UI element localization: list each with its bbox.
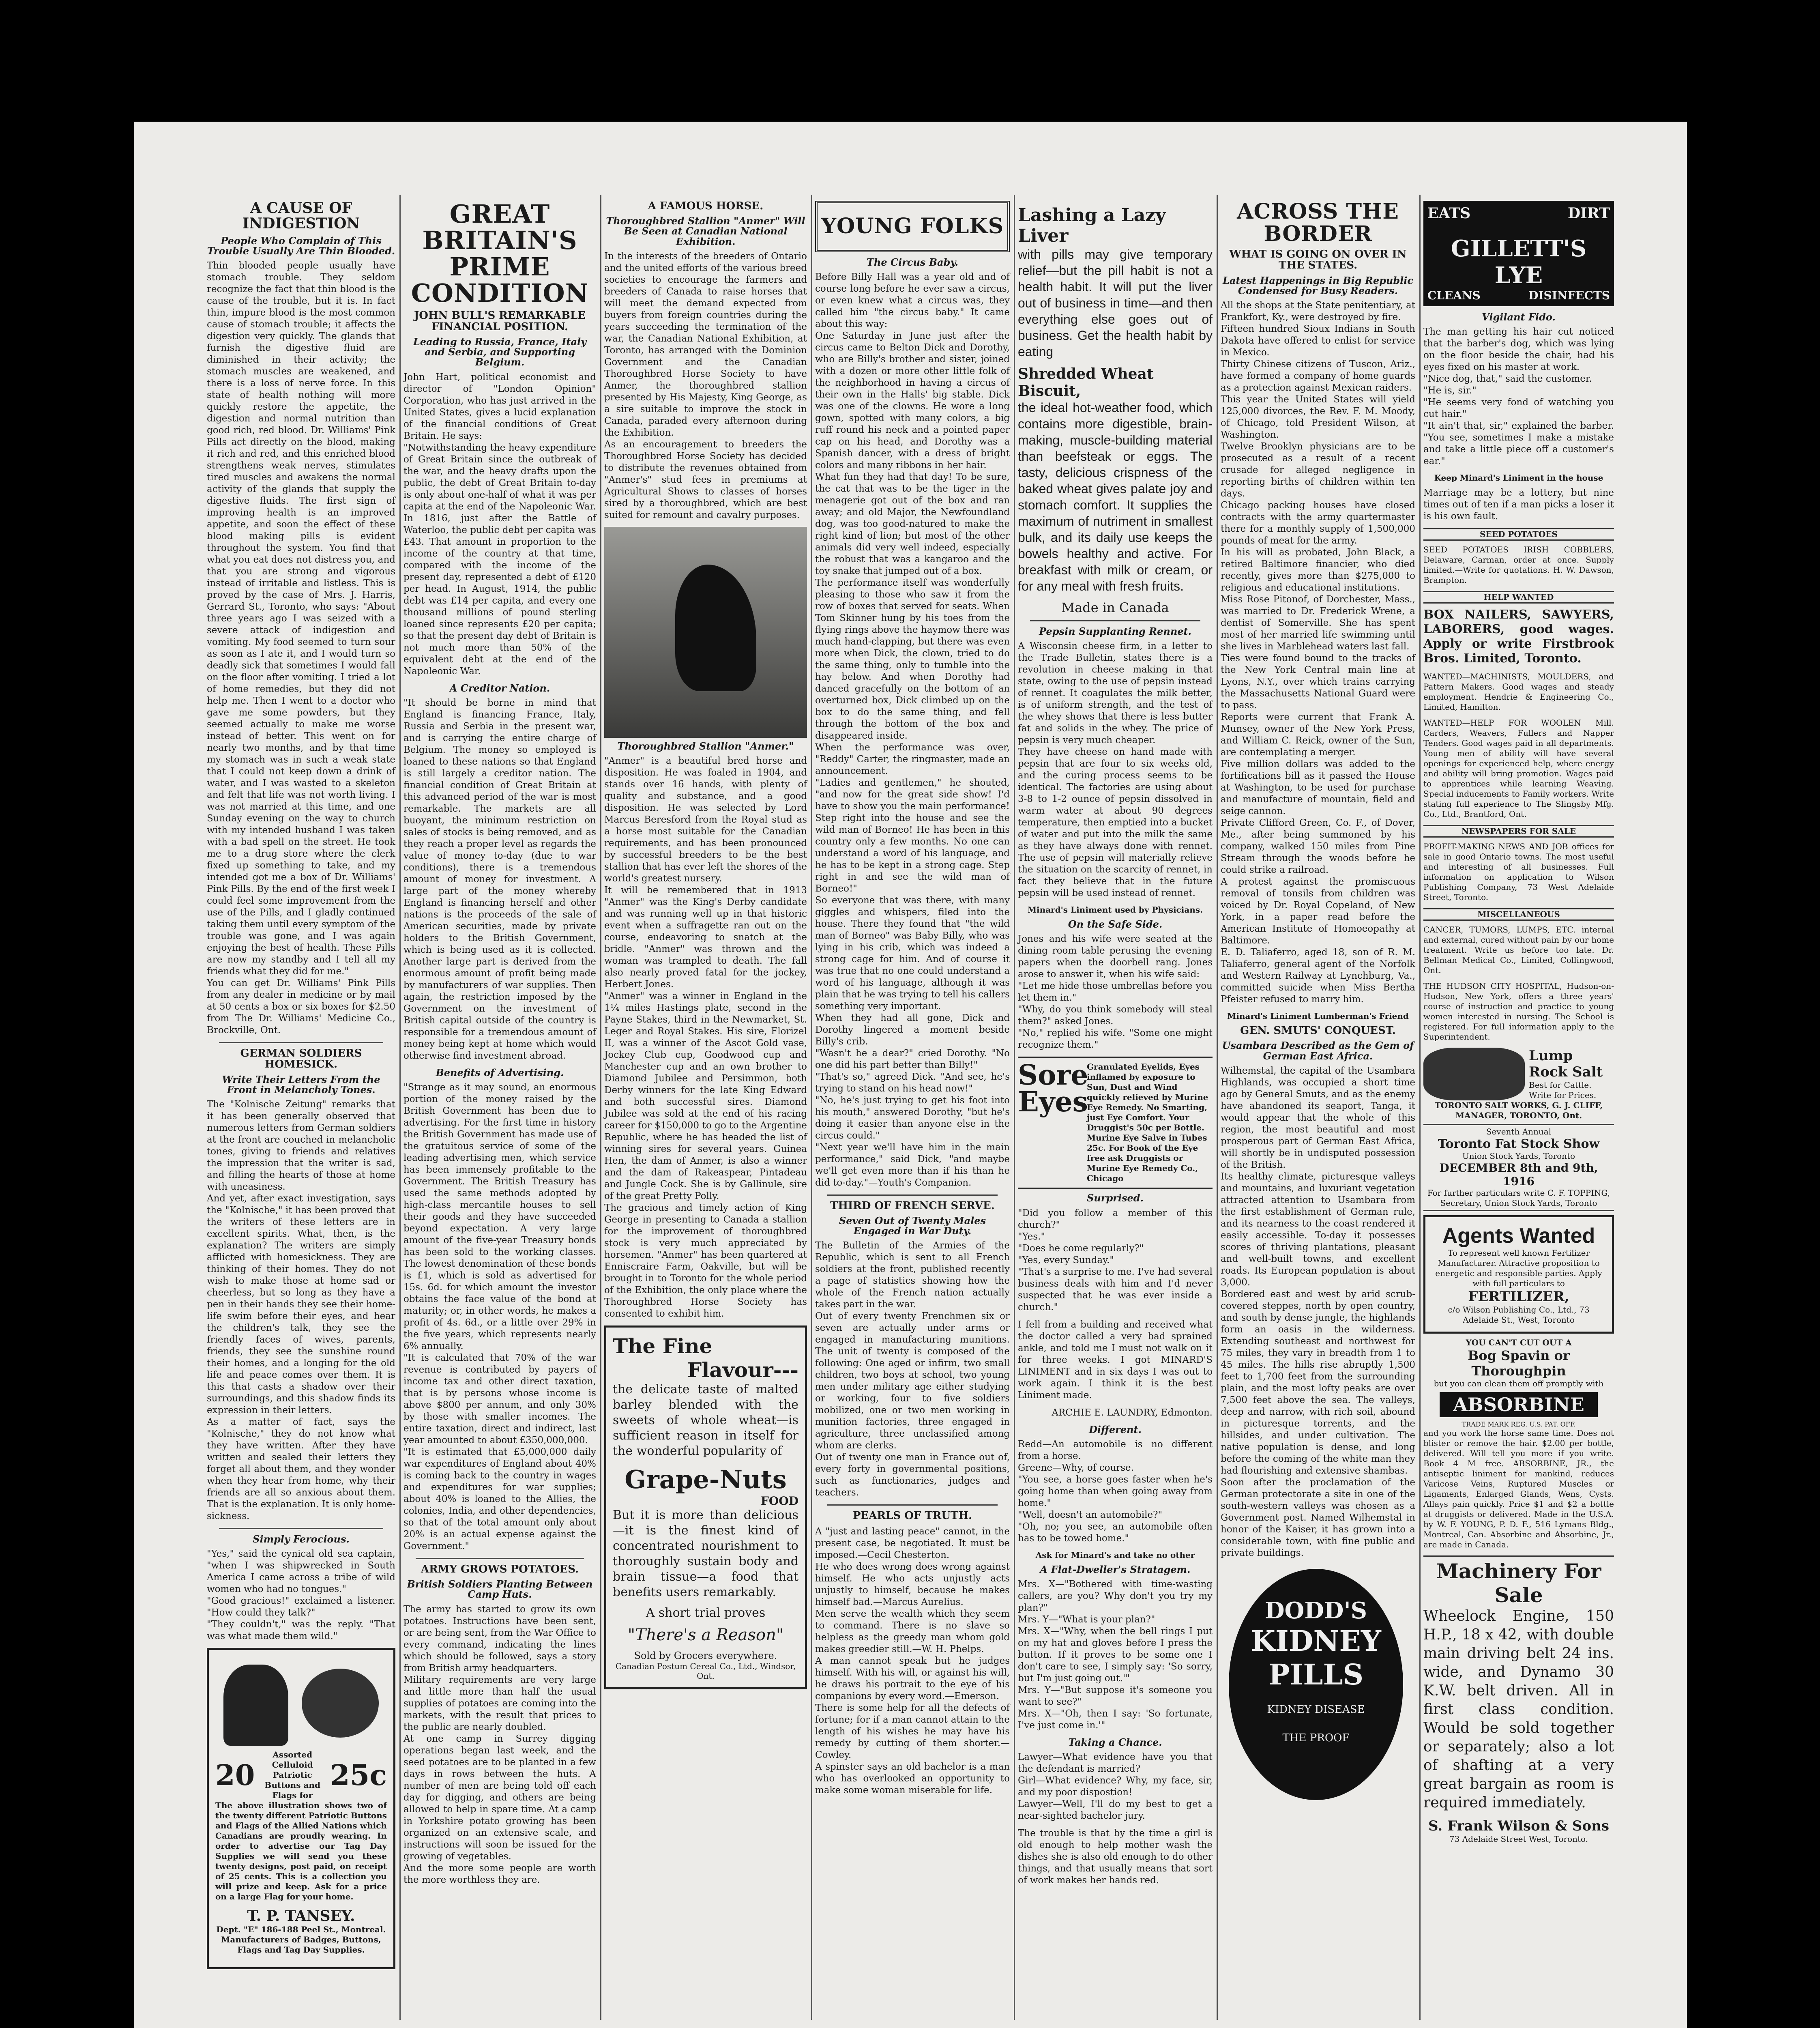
- article-taking-chance: Lawyer—What evidence have you that the defendant is married? Girl—What evidence? Why, my face, sir, and my poor dispostion! Lawyer—Well, I'll do my best to get a near-sighted bachelor jury.: [1018, 1752, 1213, 1822]
- class-box-nailers: BOX NAILERS, SAWYERS, LABORERS, good wages. Apply or write Firstbrook Bros. Limited, Toronto.: [1423, 608, 1618, 666]
- column-rule: [1014, 195, 1015, 2020]
- horse-icon: [675, 565, 756, 691]
- dodds-side-text: KIDNEY DISEASE: [1267, 1703, 1365, 1716]
- subhead-across-border: WHAT IS GOING ON OVER IN THE STATES.: [1229, 248, 1407, 272]
- fat-stock-show-ad: [1423, 1124, 1614, 1211]
- article-pepsin: A Wisconsin cheese firm, in a letter to the Trade Bulletin, states there is a revolution in cheese making in that state, owing to the use of pepsin instead of rennet. It coagulates the milk better, is of uniform strength, and the test of the whey shows that there is less butter fat and solids in the whey. The price of pepsin is very much cheaper. They have cheese on hand made with pepsin that are four to six weeks old, and the curing process seems to be identical. The factories are using about 3-8 to 1-2 ounce of pepsin dissolved in warm water at about 90 degrees temperature, then emptied into a bucket of water and put into the milk the same as they have always done with rennet. The use of pepsin will materially relieve the situation on the scarcity of rennet, in fact they believe that in the future pepsin will be used instead of rennet.: [1018, 641, 1213, 899]
- newspaper-page: [134, 122, 1687, 2028]
- ad-reason: "There's a Reason": [627, 1626, 784, 1645]
- gilletts-lye-ad: [1423, 201, 1614, 306]
- class-seed: SEED POTATOES IRISH COBBLERS, Delaware, Carman, order at once. Supply limited.—Write for quotations. H. W. Dawson, Brampton.: [1423, 545, 1617, 585]
- agents-title: Agents Wanted: [1442, 1224, 1595, 1248]
- divider: [827, 1504, 998, 1506]
- column-rule: [811, 195, 812, 2020]
- murine-text: Granulated Eyelids, Eyes inflamed by exposure to Sun, Dust and Wind quickly relieved by Murine Eye Remedy. No Smarting, just Eye Comfort. Your Druggist's 50c per Bottle. Murine Eye Salve in Tubes 25c. For Book of the Eye free ask Druggists or Murine Eye Remedy Co., Chicago: [1087, 1062, 1208, 1184]
- dodds-pills: PILLS: [1268, 1657, 1364, 1691]
- subhead-famous-horse: Thoroughbred Stallion "Anmer" Will Be Seen at Canadian National Exhibition.: [606, 215, 805, 247]
- dodds-kidney-ad: [1221, 1565, 1415, 1808]
- headline-army-potatoes: ARMY GROWS POTATOES.: [421, 1563, 579, 1575]
- grape-nuts-ad: [604, 1326, 807, 1689]
- ad-sold: Sold by Grocers everywhere.: [634, 1650, 777, 1662]
- headline-flat-dweller: A Flat-Dweller's Stratagem.: [1040, 1563, 1191, 1575]
- ad-brand: Shredded Wheat Biscuit,: [1018, 365, 1154, 400]
- machinery-address: 73 Adelaide Street West, Toronto.: [1449, 1834, 1588, 1844]
- ad-title-1: The Fine: [613, 1334, 713, 1358]
- ad-trial: A short trial proves: [646, 1606, 766, 1620]
- dodds-brand: DODD'S: [1264, 1597, 1367, 1624]
- spavin-title: Bog Spavin or Thoroughpin: [1468, 1348, 1570, 1379]
- show-line-1: Seventh Annual: [1486, 1127, 1552, 1137]
- headline-young-folks: YOUNG FOLKS: [821, 214, 1004, 238]
- article-famous-horse: In the interests of the breeders of Ontario and the united efforts of the various breed societies to encourage the farmers and breeders of Canada to raise horses that will meet the demand expected from buyers from foreign countries during the years succeeding the termination of the war, the Canadian National Exhibition, at Toronto, has arranged with the Dominion Government and the Canadian Thoroughbred Horse Society to have Anmer, the thoroughbred stallion presented by His Majesty, King George, as a sire suitable to improve the stock in Canada, paraded every afternoon during the Exhibition. As an encouragement to breeders the Thoroughbred Horse Society has decided to distribute the revenues obtained from "Anmer's" stud fees in premiums at Agricultural Shows to classes of horses sired by a thoroughbred, which are best suited for remount and cavalry purposes.: [604, 251, 807, 520]
- headline-surprised: Surprised.: [1087, 1192, 1144, 1204]
- article-creditor-nation: "It should be borne in mind that England is financing France, Italy, Russia and Serbia in the present war, and is carrying the entire charge of Belgium. The money so employed is loaned to these nations so that England is still largely a creditor nation. The financial condition of Great Britain at this advanced period of the war is most remarkable. The markets are all buoyant, the minimum restriction on sales of stocks is being removed, and as they reach a proper level as regards the value of money to-day (due to war conditions), there is a tremendous amount of money for investment. A large part of the money whereby England is financing herself and other nations is the proceeds of the sale of American securities, made by private holders to the British Government, which is being used as it is collected. Another large part is derived from the enormous amount of profit being made by manufacturers of war supplies. Then again, the restriction imposed by the Government on the investment of British capital outside of the country is responsible for a tremendous amount of money being kept at home which would otherwise find investment abroad.: [403, 697, 599, 1061]
- spavin-sub: but you can clean them off promptly with: [1434, 1379, 1604, 1389]
- class-hospital: THE HUDSON CITY HOSPITAL, Hudson-on-Hudson, New York, offers a three years' course of instruction and practice to young women interested in nursing. The School is registered. For full information apply to the Superintendent.: [1423, 981, 1617, 1042]
- column-3: [604, 201, 807, 2020]
- article-surprised: "Did you follow a member of this church?" "Yes." "Does he come regularly?" "Yes, every Sunday." "That's a surprise to me. I've had several business deals with him and I'd never suspected that he was ever inside a church.": [1018, 1207, 1213, 1313]
- sore-eyes-label: Sore Eyes: [1018, 1059, 1088, 1119]
- ad-body: The above illustration shows two of the twenty different Patriotic Buttons and Flags of the Allied Nations which Canadians are proudly wearing. In order to advertise our Tag Day Supplies we will send you these twenty designs, post paid, on receipt of 25 cents. This is a collection you will prize and keep. Ask for a price on a large Flag for your home.: [215, 1800, 390, 1902]
- murine-ad: [1018, 1057, 1213, 1189]
- column-rule: [1217, 195, 1218, 2020]
- ad-price: 25c: [330, 1758, 387, 1792]
- ad-maker: Canadian Postum Cereal Co., Ltd., Windsor, Ont.: [615, 1661, 796, 1681]
- headline-indigestion: A CAUSE OF INDIGESTION: [242, 200, 360, 232]
- shield-icon: [302, 1669, 379, 1738]
- flag-illustration: [215, 1656, 387, 1750]
- headline-famous-horse: A FAMOUS HORSE.: [648, 200, 764, 212]
- minard-testimonial: I fell from a building and received what the doctor called a very bad sprained ankle, and told me I must not walk on it for three weeks. I got MINARD'S LINIMENT and in six days I was out to work again. I think it is the best Liniment made.: [1018, 1319, 1216, 1401]
- section-advertising: Benefits of Advertising.: [436, 1066, 564, 1078]
- headline-great-britain: GREAT BRITAIN'S PRIME CONDITION: [411, 199, 589, 308]
- article-circus-baby: Before Billy Hall was a year old and of course long before he ever saw a circus, or even knew what a circus was, they called him "the circus baby." It came about this way: One Saturday in June just after the circus came to Belton Dick and Dorothy, who are Billy's brother and sister, joined with a dozen or more other little folk of the neighborhood in having a circus of their own in the Halls' big stable. Dick was one of the clowns. He wore a long gown, spotted with many colors, a big ruff round his neck and a pointed paper cap on his head, and Dorothy was a Spanish dancer, with a dress of bright colors and many ribbons in her hair. What fun they had that day! To be sure, the cat that was to be the tiger in the menagerie got out of the box and ran away; and old Major, the Newfoundland dog, was too good-natured to make the right kind of lion; but most of the other animals did very well indeed, especially the robust that was a kangaroo and the toy snake that jumped out of a box. The performance itself was wonderfully pleasing to those who saw it from the row of boxes that served for seats. When Tom Skinner hung by his toes from the flying rings above the haymow there was much hand-clapping, but there was even more when Dick, the clown, tried to do the same thing, only to tumble into the hay below. And when Dorothy had danced gracefully on the bottom of an overturned box, Dick climbed up on the box to do the same thing, and fell through the bottom of the box and disappeared inside. When the performance was over, "Reddy" Carter, the ringmaster, made an announcement. "Ladies and gentlemen," he shouted, "and now for the great side show! I'd have to show you the main performance! Step right into the house and see the wild man of Borneo! He has been in this country only a few months. No one can understand a word of his language, and he has to be kept in a strong cage. Step right in and see the wild man of Borneo!" So everyone that was there, with many giggles and whispers, filed into the house. There they found that "the wild man of Borneo" was Baby Billy, who was lying in his crib, which was indeed a strong cage for him. And of course it was true that no one could understand a word of his language, although it was plain that he was trying to tell his callers something very important. When they had all gone, Dick and Dorothy lingered a moment beside Billy's crib. "Wasn't he a dear?" cried Dorothy. "No one did his part better than Billy!" "That's so," agreed Dick. "And see, he's trying to stand on his head now!" "No, he's just trying to get his foot into his mouth," answered Dorothy, "but he's doing it easier than anyone else in the circus could." "Next year we'll have him in the main performance," said Dick, "and maybe we'll get even more than if his than he did to-day."—Youth's Companion.: [815, 271, 1010, 1188]
- subhead-indigestion: People Who Complain of This Trouble Usually Are Thin Blooded.: [207, 234, 395, 257]
- marriage-quip: Marriage may be a lottery, but nine times out of ten if a man picks a loser it is his own fault.: [1423, 488, 1617, 522]
- tansey-flags-ad: [207, 1648, 395, 1969]
- article-third-french: The Bulletin of the Armies of the Republic, which is sent to all French soldiers at the front, published recently a page of statistics showing how the whole of the French nation actually takes part in the war. Out of every twenty Frenchmen six or seven are actually under arms or engaged in manufacturing munitions. The unit of twenty is composed of the following: One aged or infirm, two small children, two boys at school, two young men under military age either studying or working, four to five soldiers mobilized, one or two men working in munition factories, three engaged in agriculture, three unclassified among whom are clerks. Out of twenty one man in France out of, every forty in governmental positions, such as functionaries, judges and teachers.: [815, 1240, 1010, 1498]
- machinery-company: S. Frank Wilson & Sons: [1428, 1818, 1610, 1835]
- dodds-kidney: KIDNEY: [1251, 1624, 1381, 1658]
- headline-across-border: ACROSS THE BORDER: [1237, 199, 1399, 246]
- headline-pearls-truth: PEARLS OF TRUTH.: [852, 1510, 972, 1522]
- ad-address: Dept. "E" 186-188 Peel St., Montreal. Manufacturers of Badges, Buttons, Flags and Tag Day Supplies.: [216, 1925, 389, 1955]
- headline-smuts: GEN. SMUTS' CONQUEST.: [1240, 1025, 1396, 1037]
- absorbine-ad: [1423, 1338, 1617, 1550]
- ad-body: with pills may give temporary relief—but the pill habit is not a health habit. It will put the liver out of business in time—and then everything else goes out of business. Get the health habit by eating: [1018, 247, 1216, 359]
- minard-lumberman: Minard's Liniment Lumberman's Friend: [1227, 1011, 1409, 1021]
- salt-ad: [1423, 1048, 1614, 1100]
- ad-brand: Grape-Nuts: [625, 1465, 787, 1495]
- agents-body: To represent well known Fertilizer Manufacturer. Attractive proposition to energetic and responsible parties. Apply with full particulars to: [1435, 1248, 1602, 1289]
- salt-title: Lump Rock Salt: [1529, 1048, 1603, 1081]
- article-different: Redd—An automobile is no different from a horse. Greene—Why, of course. "You see, a horse goes faster when he's going home than when going away from home." "Well, doesn't an automobile?" "Oh, no; you see, an automobile often has to be towed home.": [1018, 1439, 1213, 1544]
- ad-title-2: Flavour---: [687, 1358, 798, 1382]
- article-dishes: The trouble is that by the time a girl is old enough to help mother wash the dishes she is also old enough to do other things, and that usually means that sort of work makes her hands red.: [1018, 1828, 1216, 1886]
- subhead-army-potatoes: British Soldiers Planting Between Camp Huts.: [407, 1578, 593, 1600]
- class-help-head: HELP WANTED: [1423, 591, 1614, 604]
- ad-body-2: the ideal hot-weather food, which contains more digestible, brain-making, muscle-building material than beefsteak or eggs. The tasty, delicious crispness of the baked wheat gives palate joy and stomach comfort. It supplies the maximum of nutriment in smallest bulk, and its daily use keeps the bowels healthy and active. For breakfast with milk or cream, or for any meal with fresh fruits.: [1018, 400, 1216, 593]
- headline-german-soldiers: GERMAN SOLDIERS HOMESICK.: [240, 1047, 362, 1071]
- logo-tl: EATS: [1427, 205, 1471, 222]
- divider: [219, 1042, 383, 1043]
- column-5: [1018, 201, 1216, 2020]
- subhead-circus-baby: The Circus Baby.: [867, 256, 958, 268]
- logo-br: DISINFECTS: [1528, 289, 1610, 302]
- minard-ask: Ask for Minard's and take no other: [1035, 1550, 1195, 1560]
- column-6: [1221, 201, 1415, 2020]
- horse-caption: Thoroughbred Stallion "Anmer.": [617, 740, 794, 752]
- article-smuts: Wilhemstal, the capital of the Usambara Highlands, was occupied a short time ago by General Smuts, and as the enemy have abandoned its seaport, Tanga, it would appear that the whole of this region, the most beautiful and most prosperous part of German East Africa, will shortly be in undisputed possession of the British. Its healthy climate, picturesque valleys and mountains, and luxuriant vegetation attracted attention to Usambara from the first establishment of German rule, and its nearness to the coast rendered it easily accessible. To-day it possesses scores of thriving plantations, pleasant and well-built towns, and excellent roads. Its European population is about 3,000. Bordered east and west by arid scrub-covered steppes, north by open country, and south by dense jungle, the highlands form an oasis in the wilderness. Extending southeast and northwest for 75 miles, they vary in breadth from 1 to 45 miles. The hills rise abruptly 1,500 feet to 1,700 feet from the surrounding plain, and the most lofty peaks are over 7,500 feet above the sea. The valleys, deep and narrow, with rich soil, abound in picturesque torrents, and the hillsides, and under cultivation. The native population is dense, and long before the coming of the white man they had flourishing and extensive shambas. Soon after the proclamation of the German protectorate a site in one of the south-western valleys was chosen as a Government post. Named Wilhemstal in honor of the Kaiser, it has grown into a considerable town, with fine public and private buildings.: [1221, 1065, 1415, 1558]
- article-advertising: "Strange as it may sound, an enormous portion of the money raised by the British Government has been due to advertising. For the first time in history the British Government has made use of the gratuitous service of some of the leading advertising men, which service has been immensely profitable to the Government. The British Treasury has used the same methods adopted by high-class mercantile houses to sell their goods and they have succeeded beyond expectation. A very large amount of the five-year Treasury bonds has been sold to the working classes. The lowest denomination of these bonds is £1, which is sold as advertised for 15s. 6d. for which amount the investor obtains the face value of the bond at maturity; or, in other words, he makes a profit of 4s. 6d., or a little over 29% in the five years, which represents nearly 6% annually. "It is calculated that 70% of the war revenue is contributed by payers of income tax and other direct taxation, that is by persons whose income is above $800 per annum, and only 30% by those with smaller incomes. The entire taxation, direct and indirect, last year amounted to about £350,000,000. "It is estimated that £5,000,000 daily war expenditures of England about 40% is coming back to the country in wages and expenditures for war supplies; about 40% is loaned to the Allies, the colonies, India, and other dependencies, so that of the total amount only about 20% is an actual expense against the Government.": [403, 1082, 596, 1551]
- article-flat-dweller: Mrs. X—"Bothered with time-wasting callers, are you? Why don't you try my plan?" Mrs. Y—"What is your plan?" Mrs. X—"Why, when the bell rings I put on my hat and gloves before I press the button. If it proves to be some one I don't care to see, I simply say: 'So sorry, but I'm just going out.'" Mrs. Y—"But suppose it's someone you want to see?" Mrs. X—"Oh, then I say: 'So fortunate, I've just come in.'": [1018, 1579, 1213, 1731]
- machinery-ad: [1423, 1555, 1619, 1844]
- section-creditor-nation: A Creditor Nation.: [449, 682, 550, 694]
- show-info: For further particulars write C. F. TOPPING, Secretary, Union Stock Yards, Toronto: [1427, 1188, 1610, 1208]
- headline-simply-ferocious: Simply Ferocious.: [253, 1533, 350, 1545]
- testimonial-signature: ARCHIE E. LAUNDRY, Edmonton.: [1052, 1407, 1213, 1418]
- ad-title: Lashing a Lazy Liver: [1018, 205, 1166, 246]
- logo-tr: DIRT: [1567, 205, 1610, 222]
- headline-pepsin: Pepsin Supplanting Rennet.: [1039, 625, 1191, 637]
- article-simply-ferocious: "Yes," said the cynical old sea captain, "when I was shipwrecked in South America I came across a tribe of wild women who had no tongues." "Good gracious!" exclaimed a listener. "How could they talk?" "They couldn't," was the reply. "That was what made them wild.": [207, 1549, 395, 1642]
- machinery-body: Wheelock Engine, 150 H.P., 18 x 42, with double main driving belt 24 ins. wide, and Dynamo 30 K.W. belt driven. All in first class condition. Would be sold together or separately; also a lot of shafting at a very great bargain as room is required immediately.: [1423, 1608, 1619, 1811]
- ad-body-2: But it is more than delicious—it is the finest kind of concentrated nourishment to thoroughly sustain body and brain tissue—a food that benefits users remarkably.: [613, 1508, 803, 1600]
- column-rule: [399, 195, 401, 2020]
- article-german-soldiers: The "Kolnische Zeitung" remarks that it has been generally observed that numerous letters from German soldiers at the front are couched in melancholic tones, giving to friends and relatives the impression that the writer is sad, and filling the hearts of those at home with uneasiness. And yet, after exact investigation, says the "Kolnische," it has been proved that the writers of these letters are in excellent spirits. What, then, is the explanation? The writers are simply afflicted with homesickness. They are thinking of their homes. They do not wish to make those at home sad or cheerless, but so long as they have a pen in their hands they see their home-life swim before their eyes, and hear the children's talk, they see the friendly faces of wives, parents, friends, they see the sunshine round their homes, and a longing for the old life and peace comes over them. It is this that casts a shadow over their surroundings, and this shadow finds its expression in their letters. As a matter of fact, says the "Kolnische," they do not know what they have written. After they have written and sealed their letters they forget all about them, and they wonder when they hear from home, why their friends are all so anxious about them. That is the explanation. It is only home-sickness.: [207, 1099, 395, 1521]
- class-machinists: WANTED—MACHINISTS, MOULDERS, and Pattern Makers. Good wages and steady employment. Hendrie & Engineering Co., Limited, Hamilton.: [1423, 672, 1617, 712]
- article-pearls-truth: A "just and lasting peace" cannot, in the present case, be negotiated. It must be imposed.—Cecil Chesterton. He who does wrong does wrong against himself. He who acts unjustly acts unjustly to himself, because he makes himself bad.—Marcus Aurelius. Men serve the wealth which they seem to command. There is no slave so helpless as the greedy man whom gold makes greedier still.—W. H. Phelps. A man cannot speak but he judges himself. With his will, or against his will, he draws his portrait to the eye of his companions by every word.—Emerson. There is some help for all the defects of fortune; for if a man cannot attain to the length of his wishes he may have his remedy by cutting of them shorter.—Cowley. A spinster says an old bachelor is a man who has overlooked an opportunity to make some woman miserable for life.: [815, 1526, 1010, 1796]
- spavin-line: YOU CAN'T CUT OUT A: [1466, 1338, 1572, 1348]
- article-across-border: All the shops at the State penitentiary, at Frankfort, Ky., were destroyed by fire. Fifteen hundred Sioux Indians in South Dakota have offered to enlist for service in Mexico. Thirty Chinese citizens of Tuscon, Ariz., have formed a company of home guards as a protection against Mexican raiders. This year the United States will yield 125,000 divorces, the Rev. F. M. Moody, of Chicago, told President Wilson, at Washington. Twelve Brooklyn physicians are to be prosecuted as a result of a recent crusade for alleged negligence in reporting births of children within ten days. Chicago packing houses have closed contracts with the army quartermaster there for a monthly supply of 1,500,000 pounds of meat for the army. In his will as probated, John Black, a retired Baltimore financier, who died recently, gives more than $275,000 to religious and educational institutions. Miss Rose Pitonof, of Dorchester, Mass., was married to Dr. Frederick Wrene, a dentist of Somerville. She has spent most of her married life swimming until she lives in Marblehead waters last fall. Ties were found bound to the tracks of the New York Central main line at Lyons, N.Y., over which trains carrying the Massachusetts National Guard were to pass. Reports were current that Frank A. Munsey, owner of the New York Press, and William C. Reick, owner of the Sun, are contemplating a merger. Five million dollars was added to the fortifications bill as it passed the House at Washington, to be used for purchase and manufacture of mountain, field and seige cannon. Private Clifford Green, Co. F., of Dover, Me., after being summoned by his company, walked 150 miles from Pine Stream through the woods before he could strike a railroad. A protest against the promiscuous removal of tonsils from children was voiced by Dr. Royal Copeland, of New York, in a paper read before the American Institute of Homoeopathy at Baltimore. E. D. Taliaferro, aged 18, son of R. M. Taliaferro, general agent of the Norfolk and Western Railway at Lynchburg, Va., committed suicide when Miss Bertha Pfeister refused to marry him.: [1221, 300, 1415, 1005]
- subhead2-great-britain: Leading to Russia, France, Italy and Serbia, and Supporting Belgium.: [413, 335, 587, 368]
- article-vigilant-fido: The man getting his hair cut noticed that the barber's dog, which was lying on the floor beside the chair, had his eyes fixed on his master at work. "Nice dog, that," said the customer. "He is, sir." "He seems very fond of watching you cut hair." "It ain't that, sir," explained the barber. "You see, sometimes I make a mistake and take a little piece off a customer's ear.": [1423, 327, 1614, 467]
- absorbine-tm: TRADE MARK REG. U.S. PAT. OFF.: [1462, 1420, 1576, 1429]
- subhead-smuts: Usambara Described as the Gem of German East Africa.: [1222, 1040, 1414, 1062]
- column-2: [403, 199, 599, 2020]
- horse-photo: [604, 527, 807, 738]
- headline-taking-chance: Taking a Chance.: [1068, 1736, 1162, 1748]
- divider: [1030, 620, 1200, 621]
- shredded-wheat-ad: [1018, 205, 1216, 615]
- soldier-icon: [223, 1665, 288, 1746]
- ad-made: Made in Canada: [1061, 600, 1169, 615]
- spavin-body: and you work the horse same time. Does not blister or remove the hair. $2.00 per bottle, delivered. Will tell you more if you write. Book 4 M free. ABSORBINE, JR., the antiseptic liniment for mankind, reduces Varicose Veins, Ruptured Muscles or Ligaments, Enlarged Glands, Wens, Cysts. Allays pain quickly. Price $1 and $2 a bottle at druggists or delivered. Made in the U.S.A. by W. F. YOUNG, P. D. F., 516 Lymans Bldg., Montreal, Can. Absorbine and Absorbine, Jr., are made in Canada.: [1423, 1428, 1617, 1550]
- logo-center: GILLETT'S LYE: [1451, 235, 1587, 289]
- dodds-pill-box: [1229, 1569, 1403, 1800]
- class-news-head: NEWSPAPERS FOR SALE: [1423, 825, 1614, 838]
- class-misc-head: MISCELLANEOUS: [1423, 908, 1614, 921]
- class-seed-head: SEED POTATOES: [1423, 528, 1614, 541]
- machinery-title: Machinery For Sale: [1436, 1559, 1601, 1607]
- article-indigestion: Thin blooded people usually have stomach trouble. They seldom recognize the fact that thin blood is the cause of the trouble, but it is. In fact thin, impure blood is the most common cause of stomach trouble; it affects the digestion very quickly. The glands that furnish the digestive fluid are diminished in their activity; the stomach muscles are weakened, and there is a loss of nerve force. In this state of health nothing will more quickly restore the appetite, the digestion and normal nutrition than good rich, red blood. Dr. Williams' Pink Pills act directly on the blood, making it rich and red, and this enriched blood strengthens weak nerves, stimulates tired muscles and awakens the normal activity of the glands that supply the digestive fluids. The first sign of improving health is an improved appetite, and soon the effect of these blood making pills is evident throughout the system. You find that what you eat does not distress you, and that you are strong and vigorous instead of irritable and listless. This is proved by the case of Mrs. J. Harris, Gerrard St., Toronto, who says: "About three years ago I was seized with a severe attack of indigestion and vomiting. My food seemed to turn sour as soon as I ate it, and I would turn so deadly sick that sometimes I would fall on the floor after vomiting. I tried a lot of home remedies, but they did not help me. Then I went to a doctor who gave me some powders, but they seemed actually to make me worse instead of better. This went on for nearly two months, and by that time my stomach was in such a weak state that I could not keep down a drink of water, and I was wasted to a skeleton and felt that life was not worth living. I was not married at this time, and one Sunday evening on the way to church with my intended husband I was taken with a bad spell on the street. He took me to a drug store where the clerk fixed up something to take, and my intended got me a box of Dr. Williams' Pink Pills. By the end of the first week I could feel some improvement from the use of the Pills, and I gladly continued taking them until every symptom of the trouble was gone, and I was again enjoying the best of health. These Pills are now my standby and I tell all my friends what they did for me." You can get Dr. Williams' Pink Pills from any dealer in medicine or by mail at 50 cents a box or six boxes for $2.50 from The Dr. Williams' Medicine Co., Brockville, Ont.: [207, 260, 395, 1035]
- class-newspapers: PROFIT-MAKING NEWS AND JOB offices for sale in good Ontario towns. The most useful and interesting of all businesses. Full information on application to Wilson Publishing Company, 73 West Adelaide Street, Toronto.: [1423, 842, 1617, 902]
- headline-different: Different.: [1089, 1423, 1142, 1435]
- ad-company: T. P. TANSEY.: [247, 1908, 355, 1925]
- column-rule: [1419, 195, 1421, 2020]
- show-dates: DECEMBER 8th and 9th, 1916: [1439, 1161, 1598, 1188]
- absorbine-brand: ABSORBINE: [1440, 1392, 1598, 1417]
- logo-bl: CLEANS: [1427, 289, 1481, 302]
- ad-food: FOOD: [761, 1494, 798, 1508]
- divider: [827, 1194, 998, 1196]
- minard-house: Keep Minard's Liniment in the house: [1434, 473, 1603, 483]
- article-famous-horse-2: "Anmer" is a beautiful bred horse and disposition. He was foaled in 1904, and stands over 16 hands, with plenty of quality and substance, and a good disposition. He was selected by Lord Marcus Beresford from the Royal stud as a horse most suitable for the Canadian requirements, and has been pronounced by successful breeders to be the best stallion that has ever left the shores of the world's greatest nursery. It will be remembered that in 1913 "Anmer" was the King's Derby candidate and was running well up in that historic event when a suffragette ran out on the course, endeavoring to snatch at the bridle. "Anmer" was thrown and the woman was trampled to death. The fall also nearly proved fatal for the jockey, Herbert Jones. "Anmer" was a winner in England in the 1¼ miles Hastings plate, second in the Payne Stakes, third in the Newmarket, St. Leger and Royal Stakes. His sire, Florizel II, was a winner of the Ascot Gold vase, Jockey Club cup, Goodwood cup and Manchester cup and an own brother to Diamond Jubilee and Persimmon, both Derby winners for the late King Edward and both successful sires. Diamond Jubilee was sold at the end of his racing career for $150,000 to go to the Argentine Republic, where he has headed the list of winning sires for several years. Guinea Hen, the dam of Anmer, is also a winner and the dam of Rakeaspear, Pintadeau and Jungle Cock. She is by Gallinule, sire of the great Pretty Polly. The gracious and timely action of King George in presenting to Canada a stallion for the improvement of thoroughbred stock is very much appreciated by horsemen. "Anmer" has been quartered at Enniscraire Farm, Oakville, but will be brought in to Toronto for the whole period of the Exhibition, the only place where the Thoroughbred Horse Society has consented to exhibit him.: [604, 756, 807, 1319]
- article-army-potatoes: The army has started to grow its own potatoes. Instructions have been sent, or are being sent, from the War Office to every command, indicating the lines which should be followed, says a story from British army headquarters. Military requirements are very large and little more than half the usual supplies of potatoes are coming into the markets, with the result that prices to the public are nearly doubled. At one camp in Surrey digging operations began last week, and the seed potatoes are to be planted in a few days in rows between the huts. A number of men are being told off each day for digging, and others are being allowed to help in spare time. At a camp in Yorkshire potato growing has been organized on an extensive scale, and instructions will soon be issued for the growing of vegetables. And the more some people are worth the more worthless they are.: [403, 1604, 596, 1885]
- subhead2-across-border: Latest Happenings in Big Republic Condensed for Busy Readers.: [1223, 274, 1413, 296]
- headline-vigilant-fido: Vigilant Fido.: [1482, 311, 1556, 323]
- article-great-britain: John Hart, political economist and director of "London Opinion" Corporation, who has just arrived in the United States, gives a lucid explanation of the financial conditions of Great Britain. He says: "Notwithstanding the heavy expenditure of Great Britain since the outbreak of the war, and the heavy drafts upon the public, the debt of Great Britain to-day is only about one-half of what it was per capita at the end of the Napoleonic War. In 1816, just after the Battle of Waterloo, the public debt per capita was £43. That amount in proportion to the income of the country at that time, compared with the income of the present day, represented a debt of £120 per head. In August, 1914, the public debt was £14 per capita, and every one thousand millions of pound sterling loaned since represents £20 per capita; so that the present day debt of Britain is not much more than 50% of the equivalent debt at the end of the Napoleonic War.: [403, 372, 596, 677]
- divider: [416, 1558, 584, 1559]
- show-where: Union Stock Yards, Toronto: [1462, 1151, 1575, 1161]
- agents-word: FERTILIZER,: [1468, 1289, 1569, 1305]
- column-7: [1423, 201, 1619, 2020]
- ad-tagline: Assorted Celluloid Patriotic Buttons and Flags for: [264, 1750, 320, 1800]
- article-safe-side: Jones and his wife were seated at the dining room table perusing the evening papers when the doorbell rang. Jones arose to answer it, when his wife said: "Let me hide those umbrellas before you let them in." "Why, do you think somebody will steal them?" asked Jones. "No," replied his wife. "Some one might recognize them.": [1018, 934, 1213, 1051]
- column-rule: [600, 195, 601, 2020]
- ad-count: 20: [215, 1758, 255, 1792]
- salt-body: Best for Cattle. Write for Prices.: [1529, 1080, 1597, 1100]
- divider: [219, 1528, 383, 1529]
- minard-physicians: Minard's Liniment used by Physicians.: [1027, 905, 1203, 915]
- agents-address: c/o Wilson Publishing Co., Ltd., 73 Adelaide St., West, Toronto: [1448, 1305, 1590, 1325]
- subhead-german-soldiers: Write Their Letters From the Front in Melancholy Tones.: [222, 1073, 380, 1096]
- column-1: [207, 201, 395, 2020]
- ad-body: the delicate taste of malted barley blended with the sweets of whole wheat—is sufficient reason in itself for the wonderful popularity of: [613, 1382, 803, 1459]
- class-cancer: CANCER, TUMORS, LUMPS, ETC. internal and external, cured without pain by our home treatment. Write us before too late. Dr. Bellman Medical Co., Limited, Collingwood, Ont.: [1423, 925, 1617, 975]
- salt-company: TORONTO SALT WORKS, G. J. CLIFF, MANAGER, TORONTO, Ont.: [1434, 1100, 1603, 1121]
- subhead-great-britain: JOHN BULL'S REMARKABLE FINANCIAL POSITION.: [414, 309, 586, 333]
- show-title: Toronto Fat Stock Show: [1438, 1137, 1600, 1151]
- column-4: [815, 201, 1010, 2020]
- subhead-third-french: Seven Out of Twenty Males Engaged in War Duty.: [839, 1215, 986, 1237]
- headline-safe-side: On the Safe Side.: [1068, 918, 1163, 930]
- young-folks-banner: [815, 201, 1010, 252]
- dodds-bottom-text: THE PROOF: [1282, 1732, 1350, 1744]
- cattle-icon: [1423, 1048, 1525, 1100]
- headline-third-french: THIRD OF FRENCH SERVE.: [830, 1199, 995, 1212]
- class-woolen-mill: WANTED—HELP FOR WOOLEN Mill. Carders, Weavers, Fullers and Napper Tenders. Good wages paid in all departments. Young men of ability will have several openings for experienced help, where energy and ability will bring promotion. Wages paid to apprentices while learning Weaving. Special inducements to Family workers. Write stating full experience to The Slingsby Mfg. Co., Ltd., Brantford, Ont.: [1423, 718, 1617, 819]
- agents-wanted-ad: [1423, 1215, 1614, 1334]
